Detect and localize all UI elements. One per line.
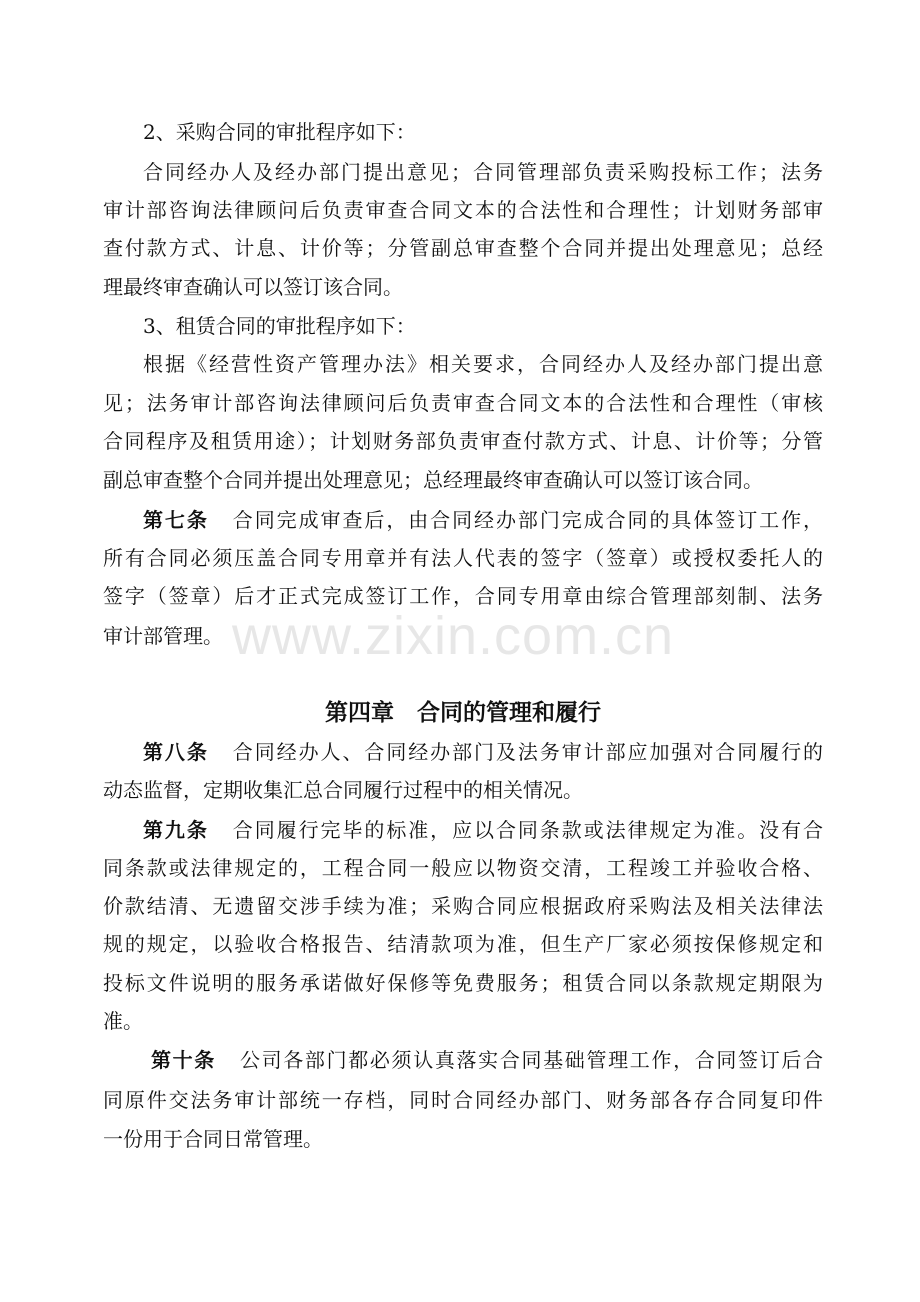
paragraph-line: 审计部管理。 [103, 624, 223, 648]
article-10-line [103, 1046, 823, 1074]
paragraph-line: 查付款方式、计息、计价等；分管副总审查整个合同并提出处理意见；总经 [103, 236, 823, 260]
paragraph-line: 准。 [103, 1009, 143, 1033]
article-8-label: 第八条 [143, 740, 209, 764]
paragraph-line: 理最终审查确认可以签订该合同。 [103, 275, 403, 299]
paragraph-line: 同条款或法律规定的，工程合同一般应以物资交清，工程竣工并验收合格、 [103, 856, 823, 880]
article-8-text: 合同经办人、合同经办部门及法务审计部应加强对合同履行的 [232, 740, 824, 764]
paragraph-line: 价款结清、无遗留交涉手续为准；采购合同应根据政府采购法及相关法律法 [103, 894, 823, 918]
paragraph-line: 投标文件说明的服务承诺做好保修等免费服务；租赁合同以条款规定期限为 [103, 971, 823, 995]
paragraph-line: 规的规定，以验收合格报告、结清款项为准，但生产厂家必须按保修规定和 [103, 932, 823, 956]
paragraph-line: 3、租赁合同的审批程序如下： [143, 314, 416, 338]
paragraph-line: 根据《经营性资产管理办法》相关要求，合同经办人及经办部门提出意 [143, 352, 823, 376]
article-9-line [103, 816, 823, 844]
article-10-text: 公司各部门都必须认真落实合同基础管理工作，合同签订后合 [239, 1048, 824, 1072]
paragraph-line: 一份用于合同日常管理。 [103, 1127, 323, 1151]
article-10-label: 第十条 [151, 1048, 216, 1072]
paragraph-line: 2、采购合同的审批程序如下： [143, 120, 416, 144]
chapter-title: 第四章 合同的管理和履行 [325, 699, 601, 726]
paragraph-line: 同原件交法务审计部统一存档，同时合同经办部门、财务部各存合同复印件 [103, 1088, 823, 1112]
paragraph-line: 合同经办人及经办部门提出意见；合同管理部负责采购投标工作；法务 [143, 160, 823, 184]
paragraph-line: 签字（签章）后才正式完成签订工作，合同专用章由综合管理部刻制、法务 [103, 584, 823, 608]
article-8-line [103, 738, 823, 766]
paragraph-line: 见；法务审计部咨询法律顾问后负责审查合同文本的合法性和合理性（审核 [103, 391, 823, 415]
paragraph-line: 审计部咨询法律顾问后负责审查合同文本的合法性和合理性；计划财务部审 [103, 198, 823, 222]
article-9-label: 第九条 [143, 818, 209, 842]
paragraph-line: 所有合同必须压盖合同专用章并有法人代表的签字（签章）或授权委托人的 [103, 546, 823, 570]
article-7-text: 合同完成审查后，由合同经办部门完成合同的具体签订工作， [232, 508, 824, 532]
paragraph-line: 动态监督，定期收集汇总合同履行过程中的相关情况。 [103, 778, 583, 802]
article-7-line [103, 506, 823, 534]
article-9-text: 合同履行完毕的标准，应以合同条款或法律规定为准。没有合 [232, 818, 824, 842]
watermark: www.zixin.com.cn [232, 606, 675, 666]
article-7-label: 第七条 [143, 508, 209, 532]
paragraph-line: 合同程序及租赁用途）；计划财务部负责审查付款方式、计息、计价等；分管 [103, 429, 823, 453]
paragraph-line: 副总审查整个合同并提出处理意见；总经理最终审查确认可以签订该合同。 [103, 468, 763, 492]
